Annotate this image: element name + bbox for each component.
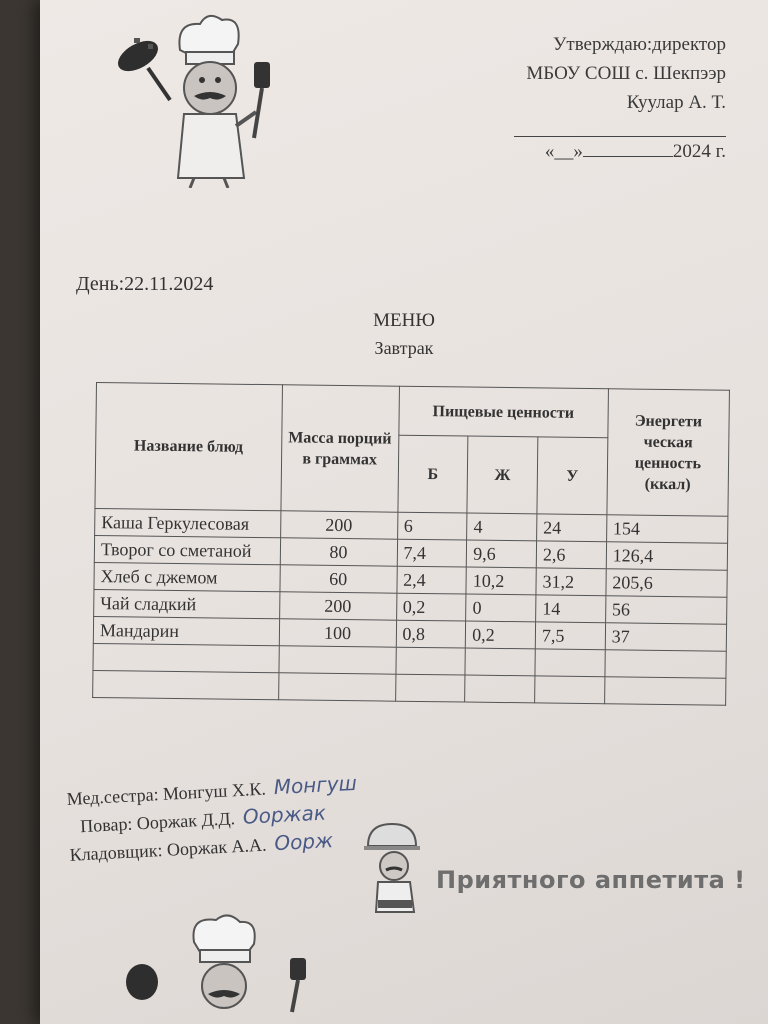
dish-u: 24 xyxy=(537,514,607,542)
dish-u: 31,2 xyxy=(536,568,606,596)
dish-u xyxy=(535,676,605,704)
nurse-signature: Монгуш xyxy=(273,770,358,800)
storekeeper-signature: Оорж xyxy=(273,828,334,856)
dish-b xyxy=(395,647,465,675)
dish-mass xyxy=(278,673,395,701)
dish-mass xyxy=(279,646,396,674)
dish-mass: 200 xyxy=(280,511,397,539)
dish-mass: 100 xyxy=(279,619,396,647)
dish-kcal: 154 xyxy=(606,515,728,543)
header-u: У xyxy=(537,437,608,515)
chef-cloche-illustration xyxy=(362,816,442,920)
header-name: Название блюд xyxy=(95,383,282,511)
dish-b: 6 xyxy=(397,512,467,540)
dish-b: 2,4 xyxy=(396,566,466,594)
menu-table xyxy=(92,382,730,706)
dish-kcal xyxy=(604,677,726,705)
dish-kcal: 205,6 xyxy=(606,569,728,597)
dish-u: 7,5 xyxy=(535,622,605,650)
bon-appetit: Приятного аппетита ! xyxy=(436,866,746,894)
header-b: Б xyxy=(397,435,468,513)
chef-illustration xyxy=(104,8,304,188)
dish-name: Чай сладкий xyxy=(94,589,280,618)
dish-zh: 10,2 xyxy=(466,567,536,595)
header-energy: Энергети ческая ценность (ккал) xyxy=(607,389,730,516)
dish-kcal: 37 xyxy=(605,623,727,651)
dish-kcal xyxy=(605,650,727,678)
menu-title: МЕНЮ xyxy=(373,310,435,331)
dish-zh: 0,2 xyxy=(466,621,536,649)
dish-mass: 60 xyxy=(280,565,397,593)
approve-date: «__» 2024 г. xyxy=(544,141,726,162)
dish-zh xyxy=(465,675,535,703)
dish-u xyxy=(535,649,605,677)
dish-b xyxy=(395,674,465,702)
dish-u: 2,6 xyxy=(536,541,606,569)
header-mass: Масса порций в граммах xyxy=(281,385,399,512)
approve-line-1: Утверждаю:директор xyxy=(552,34,726,55)
meal-name: Завтрак xyxy=(374,338,434,358)
dish-mass: 80 xyxy=(280,538,397,566)
dish-name xyxy=(93,643,279,672)
dish-b: 7,4 xyxy=(397,539,467,567)
cook-signature: Ооржак xyxy=(242,800,327,829)
approve-line-2: МБОУ СОШ с. Шекпээр xyxy=(526,63,726,84)
staff-block xyxy=(66,770,361,869)
header-zh: Ж xyxy=(467,436,538,514)
dish-mass: 200 xyxy=(279,592,396,620)
dish-name: Мандарин xyxy=(93,616,279,645)
dish-kcal: 126,4 xyxy=(606,542,728,570)
signature-line xyxy=(514,120,726,137)
dish-zh xyxy=(465,648,535,676)
dish-zh: 9,6 xyxy=(467,540,537,568)
dish-u: 14 xyxy=(536,595,606,623)
dish-zh: 4 xyxy=(467,513,537,541)
dish-b: 0,2 xyxy=(396,593,466,621)
staff-nurse: Мед.сестра: Монгуш Х.К. Монгуш xyxy=(66,770,358,809)
dish-name: Творог со сметаной xyxy=(94,535,280,564)
dish-b: 0,8 xyxy=(396,620,466,648)
approve-line-3: Куулар А. Т. xyxy=(626,92,726,113)
staff-storekeeper: Кладовщик: Ооржак А.А. Оорж xyxy=(69,828,334,865)
dish-name: Каша Геркулесовая xyxy=(95,508,281,537)
header-nutrition: Пищевые ценности xyxy=(398,386,608,438)
approval-block xyxy=(514,30,726,166)
menu-day: День:22.11.2024 xyxy=(76,273,214,295)
chef-bottom-illustration xyxy=(120,912,320,1020)
dish-name: Хлеб с джемом xyxy=(94,562,280,591)
dish-name xyxy=(93,670,279,699)
dish-kcal: 56 xyxy=(605,596,727,624)
staff-cook: Повар: Ооржак Д.Д. Ооржак xyxy=(79,800,327,837)
menu-sheet xyxy=(40,0,768,1024)
dish-zh: 0 xyxy=(466,594,536,622)
